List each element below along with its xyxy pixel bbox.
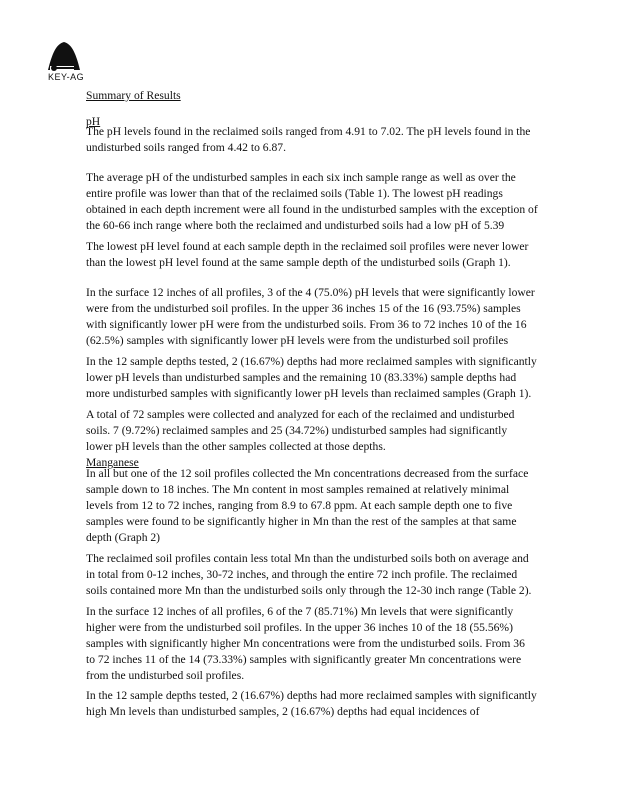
text-line: undisturbed soils ranged from 4.42 to 6.87. (86, 141, 286, 154)
text-line: sample down to 18 inches. The Mn content in most samples remained at relatively minimal (86, 483, 510, 496)
text-line: In the 12 sample depths tested, 2 (16.67%) depths had more reclaimed samples with significantly (86, 689, 537, 702)
text-line: soils. 7 (9.72%) reclaimed samples and 25 (34.72%) undisturbed samples had significantly (86, 424, 508, 437)
text-line: samples were found to be significantly higher in Mn than the rest of the samples at that same (86, 515, 517, 528)
paragraph (86, 354, 537, 402)
text-line: entire profile was lower than that of the reclaimed soils (Table 1). The lowest pH readings (86, 187, 503, 200)
logo-text: KEY-AG (48, 72, 85, 82)
text-line: levels from 12 to 72 inches, ranging from 8.9 to 67.8 ppm. At each sample depth one to five (86, 499, 513, 512)
text-line: higher were from the undisturbed soil profiles. In the upper 36 inches 10 of the 18 (55.56%) (86, 621, 513, 634)
text-line: more undisturbed samples with significantly lower pH levels than reclaimed samples (Graph 1). (86, 387, 532, 400)
text-line: The lowest pH level found at each sample depth in the reclaimed soil profiles were never lower (86, 240, 529, 253)
document-title: Summary of Results (86, 89, 181, 102)
text-line: (62.5%) samples with significantly lower pH levels were from the undisturbed soil profiles (86, 334, 509, 347)
text-line: to 72 inches 11 of the 14 (73.33%) samples with significantly greater Mn concentrations were (86, 653, 522, 666)
text-line: high Mn levels than undisturbed samples, 2 (16.67%) depths had equal incidences of (86, 705, 480, 718)
text-line: obtained in each depth increment were all found in the undisturbed samples with the exception of (86, 203, 538, 216)
text-line: depth (Graph 2) (86, 531, 161, 544)
text-line: samples with significantly higher Mn concentrations were from the undisturbed soils. From 36 (86, 637, 525, 650)
text-line: The average pH of the undisturbed samples in each six inch sample range as well as over the (86, 171, 516, 184)
text-line: soils contained more Mn than the undisturbed soils only through the 12-30 inch range (Table 2). (86, 584, 532, 597)
paragraph (86, 239, 528, 271)
text-line: In the surface 12 inches of all profiles, 3 of the 4 (75.0%) pH levels that were significantly lower (86, 286, 535, 299)
text-line: lower pH levels than undisturbed samples and the remaining 10 (83.33%) sample depths had (86, 371, 517, 384)
section-heading-manganese: Manganese (86, 456, 139, 469)
paragraph (86, 170, 538, 234)
text-line: in total from 0-12 inches, 30-72 inches, and through the entire 72 inch profile. The reclaimed (86, 568, 518, 581)
text-line: lower pH levels than the other samples collected at those depths. (86, 440, 386, 453)
section-heading-ph: pH (86, 115, 101, 128)
paragraph (86, 688, 537, 720)
text-line: with significantly lower pH were from the undisturbed soils. From 36 to 72 inches 10 of the 16 (86, 318, 527, 331)
paragraph (86, 551, 531, 599)
text-line: from the undisturbed soil profiles. (86, 669, 245, 682)
paragraph (86, 407, 514, 455)
text-line: than the lowest pH level found at the same sample depth of the undisturbed soils (Graph 1). (86, 256, 511, 269)
paragraph (86, 466, 528, 546)
text-line: In the surface 12 inches of all profiles, 6 of the 7 (85.71%) Mn levels that were significantly (86, 605, 514, 618)
text-line: In all but one of the 12 soil profiles collected the Mn concentrations decreased from the surface (86, 467, 529, 480)
paragraph (86, 124, 530, 156)
text-line: The reclaimed soil profiles contain less total Mn than the undisturbed soils both on average and (86, 552, 529, 565)
text-line: were from the undisturbed soil profiles. In the upper 36 inches 15 of the 16 (93.75%) samples (86, 302, 521, 315)
text-line: the 60-66 inch range where both the reclaimed and undisturbed soils had a low pH of 5.39 (86, 219, 505, 232)
paragraph (86, 285, 535, 349)
text-line: The pH levels found in the reclaimed soils ranged from 4.91 to 7.02. The pH levels found in the (86, 125, 531, 138)
paragraph (86, 604, 525, 684)
text-line: A total of 72 samples were collected and analyzed for each of the reclaimed and undisturbed (86, 408, 515, 421)
text-line: In the 12 sample depths tested, 2 (16.67%) depths had more reclaimed samples with significantly (86, 355, 537, 368)
